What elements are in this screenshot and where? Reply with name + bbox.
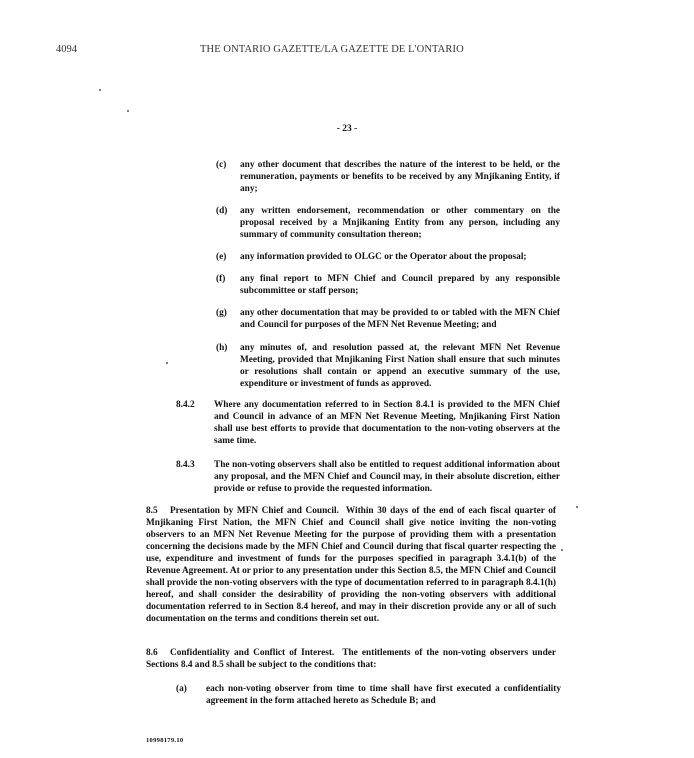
section-number: 8.6	[146, 648, 158, 658]
list-item-g	[216, 307, 561, 331]
item-text: any written endorsement, recommendation or other commentary on the proposal received by a Mnjikaning Entity from any person, including any summary of community consultation thereon;	[240, 206, 560, 240]
scan-speck	[99, 89, 101, 91]
item-text: any final report to MFN Chief and Council prepared by any responsible subcommittee or staff person;	[240, 274, 560, 296]
item-label: (d)	[216, 206, 228, 216]
list-item-f	[216, 273, 561, 297]
scan-speck	[561, 549, 563, 551]
item-label: (e)	[216, 252, 227, 262]
list-item-d	[216, 205, 561, 241]
item-text: any information provided to OLGC or the Operator about the proposal;	[240, 252, 527, 262]
section-heading: Confidentiality and Conflict of Interest.	[170, 648, 335, 658]
subsection-number: 8.4.2	[176, 400, 195, 410]
item-text: any minutes of, and resolution passed at, the relevant MFN Net Revenue Meeting, provided that Mnjikaning First Nation shall ensure that such minutes or resolutions shall contain or append an executive summary of the use, expenditure or investment of funds as approved.	[240, 343, 560, 389]
gazette-header-title: THE ONTARIO GAZETTE/LA GAZETTE DE L'ONTARIO	[200, 44, 464, 55]
subsection-text: Where any documentation referred to in Section 8.4.1 is provided to the MFN Chief and Council in advance of an MFN Net Revenue Meeting, Mnjikaning First Nation shall use best efforts to provide that documentation to the non-voting observers at the same time.	[214, 400, 560, 446]
document-page-label: - 23 -	[336, 124, 358, 134]
scan-speck	[576, 506, 578, 508]
item-text: any other document that describes the nature of the interest to be held, or the remuneration, payments or benefits to be received by any Mnjikaning Entity, if any;	[240, 160, 560, 194]
section-8-6	[146, 647, 556, 671]
section-number: 8.5	[146, 506, 158, 516]
gazette-page-number: 4094	[56, 44, 77, 55]
item-label: (f)	[216, 274, 226, 284]
list-item-e	[216, 251, 561, 263]
subsection-number: 8.4.3	[176, 460, 195, 470]
list-item-c	[216, 159, 561, 195]
subsection-text: The non-voting observers shall also be entitled to request additional information about any proposal, and the MFN Chief and Council may, in their absolute discretion, either provide or refuse to provide the requested information.	[214, 460, 560, 494]
list-item-h	[216, 342, 561, 390]
section-text: The entitlements of the non-voting observers under Sections 8.4 and 8.5 shall be subject to the conditions that:	[146, 648, 556, 670]
item-label: (h)	[216, 343, 228, 353]
section-heading: Presentation by MFN Chief and Council.	[170, 506, 339, 516]
item-text: any other documentation that may be provided to or tabled with the MFN Chief and Council for purposes of the MFN Net Revenue Meeting; and	[240, 308, 560, 330]
section-text: Within 30 days of the end of each fiscal quarter of Mnjikaning First Nation, the MFN Chief and Council shall give notice inviting the non-voting observers to an MFN Net Revenue Meeting for the purpose of providing them with a presentation concerning the decisions made by the MFN Chief and Council during that fiscal quarter respecting the use, expenditure and investment of funds for the purposes specified in paragraph 3.4.1(b) of the Revenue Agreement. At or prior to any presentation under this Section 8.5, the MFN Chief and Council shall provide the non-voting observers with the type of documentation referred to in paragraph 8.4.1(h) hereof, and shall consider the desirability of providing the non-voting observers with additional documentation referred to in Section 8.4 hereof, and may in their discretion provide any or all of such documentation on the terms and conditions therein set out.	[146, 506, 556, 624]
section-8-5	[146, 505, 556, 625]
item-label: (g)	[216, 308, 227, 318]
document-footer-code: 10998179.10	[146, 737, 184, 744]
scan-speck	[127, 110, 129, 112]
item-text: each non-voting observer from time to time shall have first executed a confidentiality agreement in the form attached hereto as Schedule B; and	[206, 684, 561, 706]
scan-speck	[166, 362, 168, 364]
item-label: (c)	[216, 160, 227, 170]
item-label: (a)	[176, 684, 187, 694]
